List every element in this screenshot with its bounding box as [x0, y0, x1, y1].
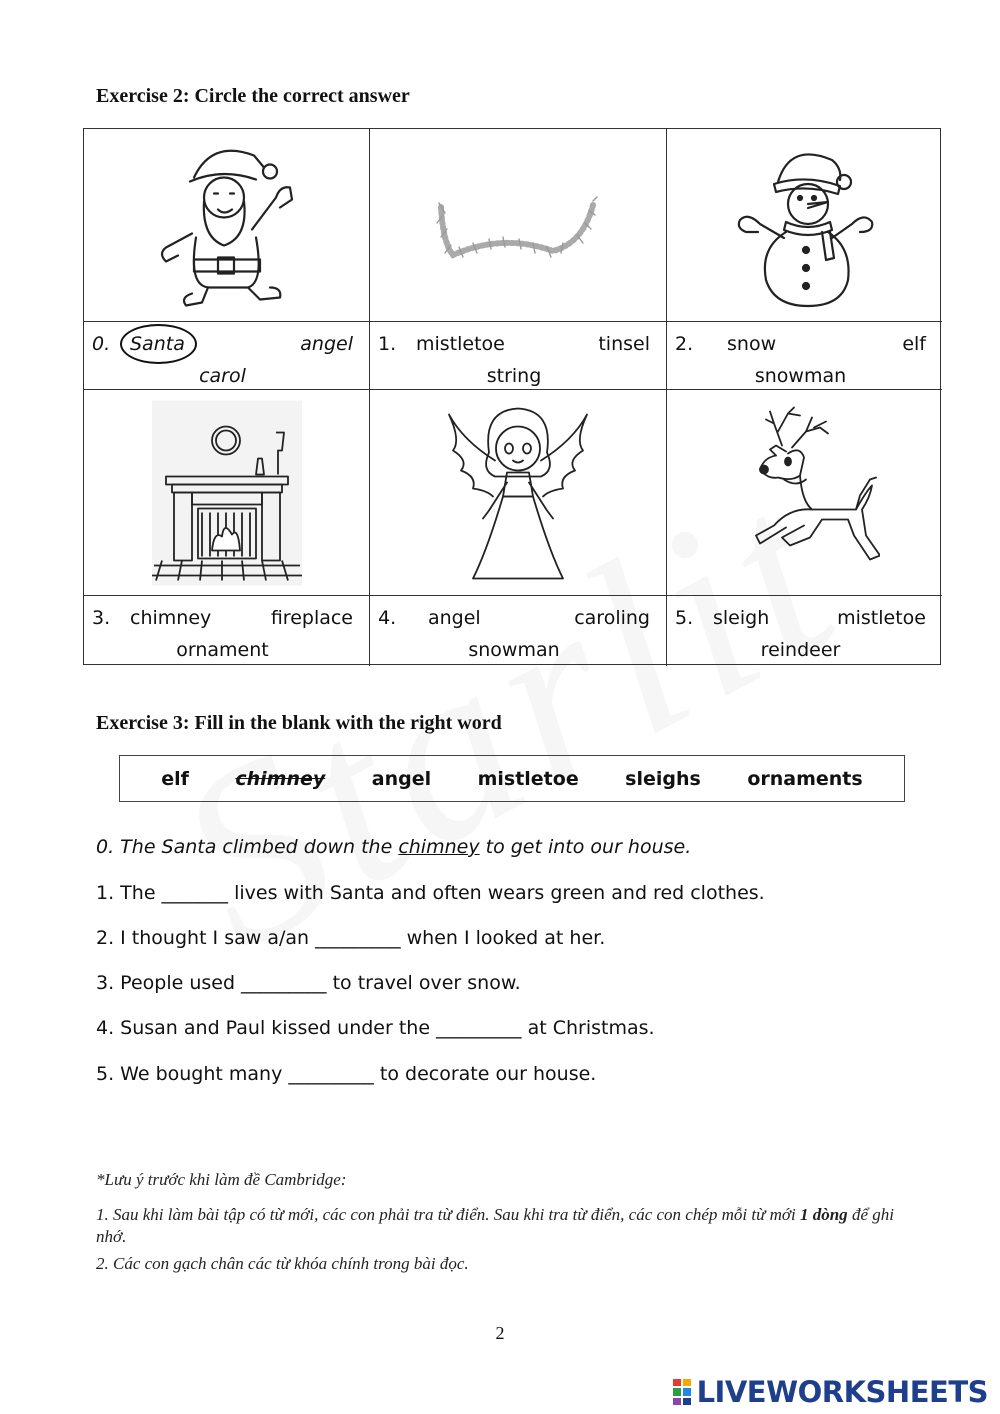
note-1: [96, 1204, 924, 1248]
option[interactable]: string: [486, 365, 542, 387]
item-number: 5.: [675, 607, 694, 629]
fill-sentence-2[interactable]: 2. I thought I saw a/an _________ when I looked at her.: [96, 927, 606, 949]
note-2: 2. Các con gạch chân các từ khóa chính trong bài đọc.: [96, 1254, 469, 1273]
item-number: 1.: [378, 333, 397, 355]
fireplace-drawing: [152, 400, 302, 585]
note-text: 1. Sau khi làm bài tập có từ mới, các con phải tra từ điển. Sau khi tra từ điển, các con chép mỗi từ mới: [96, 1205, 800, 1224]
angel-drawing: [443, 400, 593, 585]
option[interactable]: sleigh: [713, 607, 770, 629]
item-number: 3.: [92, 607, 111, 629]
exercise-2-grid: [83, 128, 941, 665]
fill-sentence-1[interactable]: 1. The _______ lives with Santa and often wears green and red clothes.: [96, 882, 765, 904]
answer-cell-4: [370, 596, 667, 666]
option[interactable]: elf: [902, 333, 926, 355]
reindeer-drawing: [730, 405, 880, 580]
word-bank-item: ornaments: [747, 767, 863, 790]
answer-cell-3: [84, 596, 370, 666]
item-number: 2.: [675, 333, 694, 355]
option[interactable]: snowman: [754, 365, 847, 387]
picture-cell-1: [370, 129, 667, 322]
tinsel-drawing: [433, 185, 603, 265]
option[interactable]: ornament: [176, 639, 269, 661]
fill-sentence-3[interactable]: 3. People used _________ to travel over snow.: [96, 972, 521, 994]
option[interactable]: fireplace: [270, 607, 353, 629]
answer-cell-5: [667, 596, 942, 666]
option[interactable]: carol: [199, 365, 246, 387]
word-bank-item: angel: [371, 767, 432, 790]
word-bank: [119, 755, 905, 802]
item-number: 4.: [378, 607, 397, 629]
page-number: 2: [495, 1323, 505, 1343]
logo-text: LIVEWORKSHEETS: [696, 1375, 988, 1409]
example-answer: chimney: [398, 836, 480, 858]
option[interactable]: caroling: [574, 607, 650, 629]
santa-drawing: [152, 138, 302, 313]
option[interactable]: mistletoe: [837, 607, 926, 629]
example-text: 0. The Santa climbed down the: [96, 836, 399, 858]
option[interactable]: tinsel: [598, 333, 650, 355]
word-bank-item: mistletoe: [477, 767, 579, 790]
liveworksheets-icon: [673, 1379, 691, 1405]
option[interactable]: angel: [428, 607, 481, 629]
fill-sentence-5[interactable]: 5. We bought many _________ to decorate our house.: [96, 1063, 597, 1085]
picture-cell-3: [84, 390, 370, 596]
note-bold: 1 dòng: [799, 1205, 848, 1224]
option[interactable]: chimney: [130, 607, 212, 629]
circled-answer[interactable]: Santa: [130, 328, 185, 360]
picture-cell-2: [667, 129, 942, 322]
liveworksheets-logo[interactable]: [673, 1375, 988, 1409]
answer-cell-2: [667, 322, 942, 390]
note-text: để ghi nhớ.: [96, 1205, 894, 1246]
word-bank-item: sleighs: [625, 767, 701, 790]
option[interactable]: reindeer: [760, 639, 841, 661]
example-text: to get into our house.: [479, 836, 692, 858]
option[interactable]: snowman: [468, 639, 560, 661]
item-number: 0.: [92, 333, 111, 355]
picture-cell-5: [667, 390, 942, 596]
option[interactable]: mistletoe: [416, 333, 505, 355]
note-title: *Lưu ý trước khi làm đề Cambridge:: [96, 1170, 347, 1189]
option[interactable]: snow: [727, 333, 777, 355]
picture-cell-0: [84, 129, 370, 322]
answer-cell-0: [84, 322, 370, 390]
word-bank-item: elf: [161, 767, 189, 790]
example-sentence: [96, 836, 691, 858]
fill-sentence-4[interactable]: 4. Susan and Paul kissed under the _________ at Christmas.: [96, 1017, 655, 1039]
picture-cell-4: [370, 390, 667, 596]
word-bank-item-used: chimney: [235, 767, 326, 790]
answer-cell-1: [370, 322, 667, 390]
option[interactable]: angel: [300, 333, 353, 355]
exercise-2-title: Exercise 2: Circle the correct answer: [96, 85, 410, 107]
exercise-3-title: Exercise 3: Fill in the blank with the right word: [96, 712, 502, 734]
snowman-drawing: [730, 140, 880, 310]
